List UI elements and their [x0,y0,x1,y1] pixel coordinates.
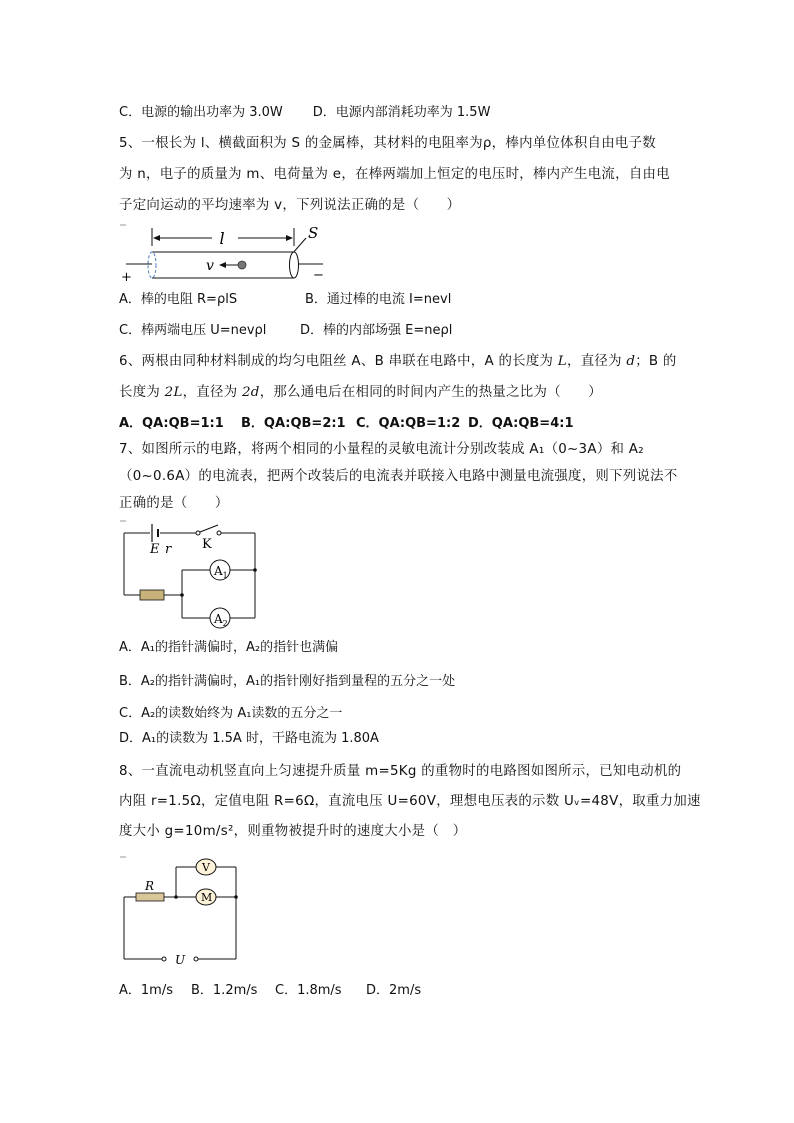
q8-option-b: B．1.2m/s [191,983,258,998]
ammeter-a1-label: $A_1$ [214,564,228,580]
resistor-label: R [145,879,155,893]
q5-option-c: C．棒两端电压 U=nevρl [119,323,267,338]
q5-rod-figure [118,224,333,285]
q6-option-d: D．QA:QB=4:1 [468,416,574,431]
q7-circuit-figure [118,520,263,632]
q7-stem-line3: 正确的是（ ） [119,496,229,511]
voltmeter-label: V [202,861,210,874]
q8-options [119,981,421,1001]
q4-options-cd [119,103,490,123]
q7-option-a: A．A₁的指针满偏时，A₂的指针也满偏 [119,640,339,655]
plus-sign: + [121,270,132,285]
q5-stem-line2: 为 n，电子的质量为 m、电荷量为 e，在棒两端加上恒定的电压时，棒内产生电流，自由电 [119,167,670,182]
internal-resistance-label: r [165,542,172,557]
q8-stem-line1: 8、一直流电动机竖直向上匀速提升质量 m=5Kg 的重物时的电路图如图所示，已知电动机的 [119,764,682,779]
q8-option-a: A．1m/s [119,983,173,998]
q5-stem-line3: 子定向运动的平均速率为 v，下列说法正确的是（ ） [119,198,461,213]
q7-option-d: D．A₁的读数为 1.5A 时，干路电流为 1.80A [119,731,379,746]
motor-label: M [201,891,213,904]
velocity-label: v [206,258,214,274]
q8-stem-line2: 内阻 r=1.5Ω，定值电阻 R=6Ω，直流电压 U=60V，理想电压表的示数 Uᵥ=48V，取重力加速 [119,794,701,809]
area-label: S [308,224,319,242]
q4-option-c: C．电源的输出功率为 3.0W [119,105,283,120]
q7-stem-line2: （0~0.6A）的电流表，把两个改装后的电流表并联接入电路中测量电流强度，则下列说法不 [119,469,678,484]
q8-stem-line3: 度大小 g=10m/s²，则重物被提升时的速度大小是（ ） [119,824,467,839]
voltage-label: U [175,953,186,967]
q5-stem-line1: 5、一根长为 l、横截面积为 S 的金属棒，其材料的电阻率为ρ，棒内单位体积自由电子数 [119,136,656,151]
q8-circuit-figure [118,856,243,968]
q5-options-cd [119,321,452,341]
q8-option-d: D．2m/s [366,983,422,998]
q5-option-a: A．棒的电阻 R=ρlS [119,292,238,307]
minus-sign: − [313,268,324,283]
q5-option-b: B．通过棒的电流 I=nevl [305,292,452,307]
q7-stem-line1: 7、如图所示的电路，将两个相同的小量程的灵敏电流计分别改装成 A₁（0~3A）和 A₂ [119,442,644,457]
q8-option-c: C．1.8m/s [275,983,342,998]
q6-options [119,414,574,434]
q5-option-d: D．棒的内部场强 E=neρl [300,323,453,338]
q6-option-c: C．QA:QB=1:2 [356,416,461,431]
q6-stem-line1: 6、两根由同种材料制成的均匀电阻丝 A、B 串联在电路中，A 的长度为 L，直径为 d；B 的 [119,354,677,369]
q6-option-a: A．QA:QB=1:1 [119,416,224,431]
q6-stem-line2: 长度为 2L，直径为 2d，那么通电后在相同的时间内产生的热量之比为（ ） [119,385,602,400]
ammeter-a2-label: $A_2$ [214,612,228,628]
q6-option-b: B．QA:QB=2:1 [241,416,346,431]
emf-label: E [150,542,160,557]
q7-option-b: B．A₂的指针满偏时，A₁的指针刚好指到量程的五分之一处 [119,674,456,689]
q7-option-c: C．A₂的读数始终为 A₁读数的五分之一 [119,706,343,721]
switch-label: K [202,537,212,552]
q4-option-d: D．电源内部消耗功率为 1.5W [312,105,491,120]
q5-options-ab [119,290,451,310]
length-label: l [219,229,225,248]
